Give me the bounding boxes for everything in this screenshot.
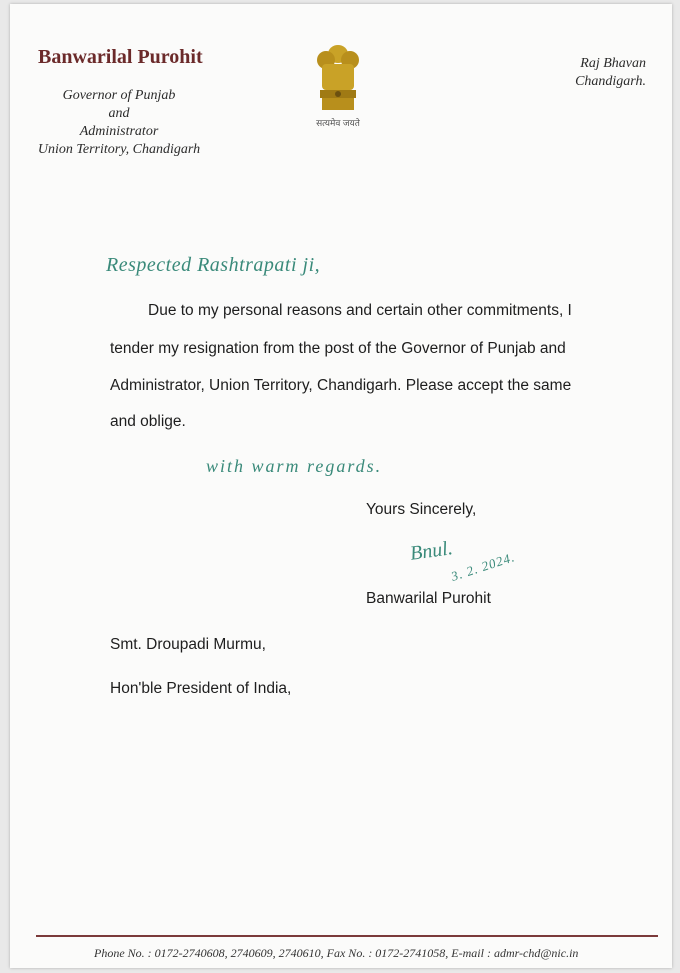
body-line-4: and oblige. (110, 413, 186, 430)
sender-name: Banwarilal Purohit (366, 590, 491, 607)
letterhead-title-4: Union Territory, Chandigarh (37, 142, 201, 157)
closing: Yours Sincerely, (366, 501, 477, 518)
body-line-2: tender my resignation from the post of the Governor of Punjab and (110, 340, 566, 357)
letterhead-title-2: and (108, 106, 130, 121)
salutation-handwritten: Respected Rashtrapati ji, (106, 254, 321, 276)
letterhead-name: Banwarilal Purohit (38, 46, 203, 68)
national-emblem-icon (308, 40, 368, 136)
body-line-3: Administrator, Union Territory, Chandigarh. Please accept the same (110, 377, 572, 394)
footer-contact: Phone No. : 0172-2740608, 2740609, 2740610, Fax No. : 0172-2741058, E-mail : admr-chd@nic.in (94, 946, 579, 960)
emblem-motto: सत्यमेव जयते (316, 118, 360, 128)
signature: Bnul. (408, 537, 455, 565)
letterhead-title-1: Governor of Punjab (62, 88, 176, 103)
signature-date: 3. 2. 2024. (449, 549, 517, 584)
body-line-1: Due to my personal reasons and certain other commitments, I (148, 302, 572, 319)
letter-page (10, 4, 672, 968)
place-line-1: Raj Bhavan (580, 56, 646, 71)
footer-rule (36, 935, 658, 937)
regards-handwritten: with warm regards. (206, 456, 383, 476)
letterhead-title-3: Administrator (79, 124, 159, 139)
place-line-2: Chandigarh. (575, 74, 646, 89)
recipient-name: Smt. Droupadi Murmu, (110, 636, 266, 653)
recipient-title: Hon'ble President of India, (110, 680, 292, 697)
